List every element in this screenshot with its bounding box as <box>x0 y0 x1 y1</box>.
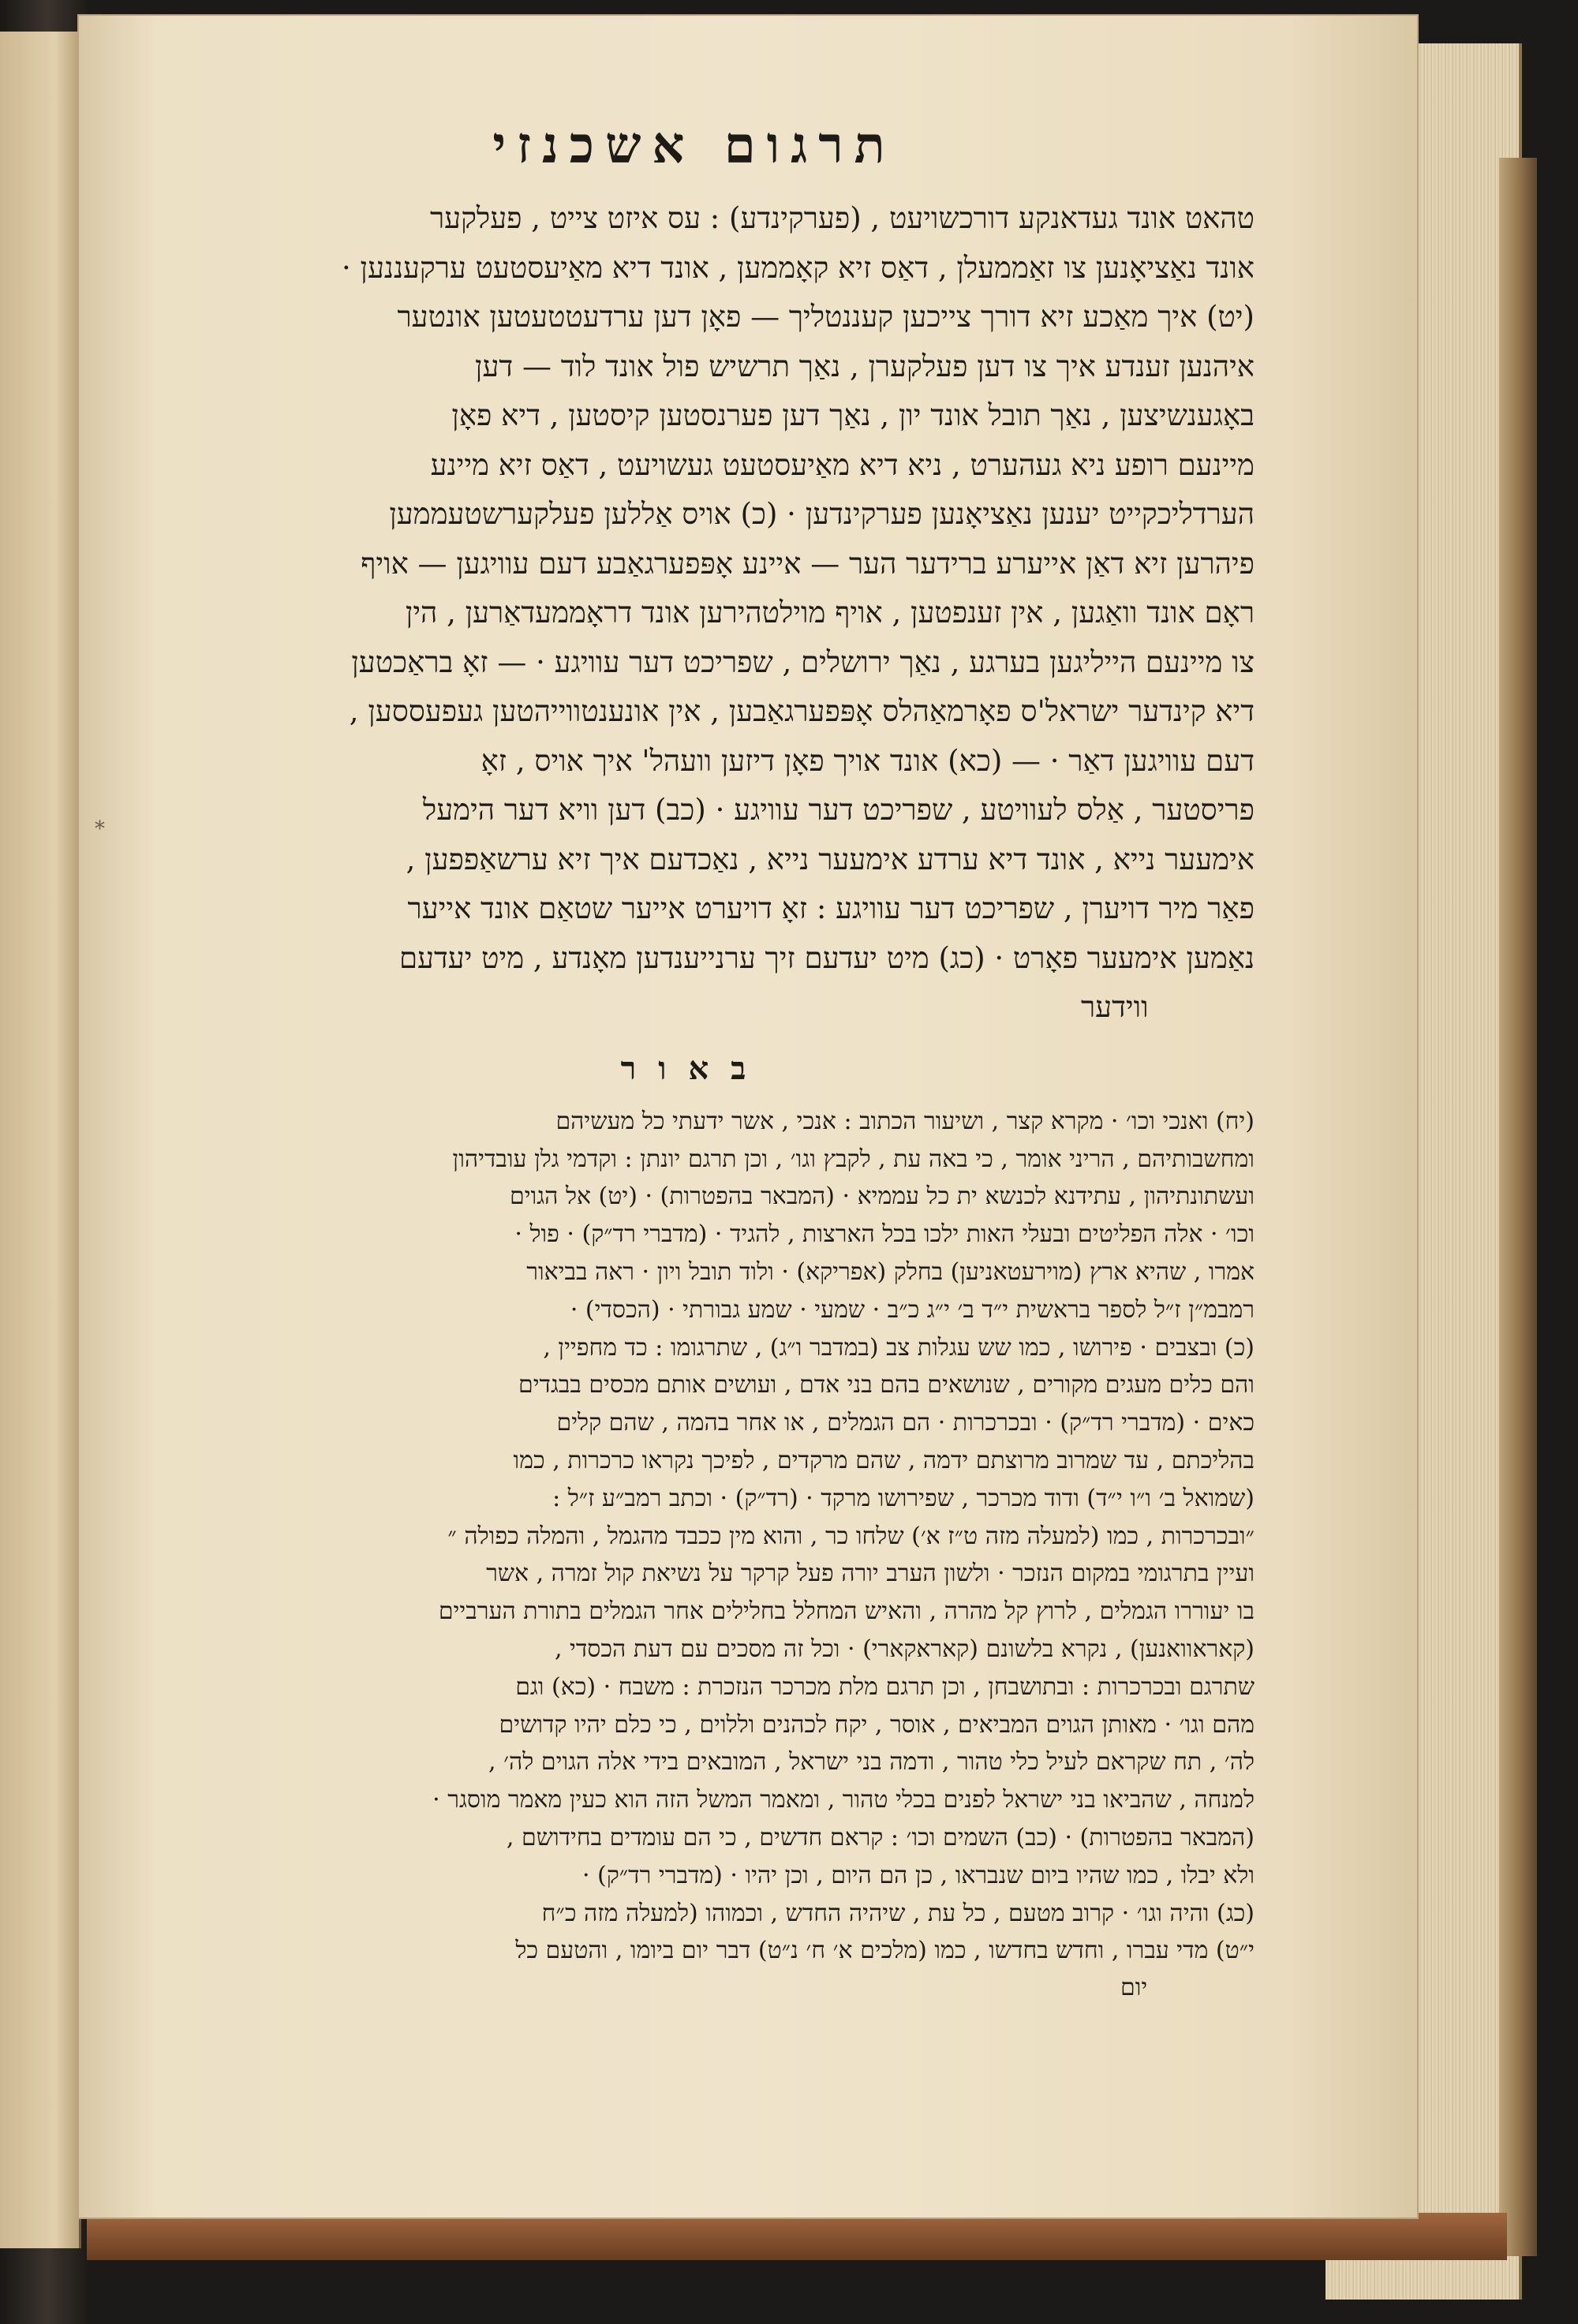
translation-line: טהאט אונד געדאנקע דורכשויעט , (פערקינדע) : עס איזט צייט , פעלקער <box>429 201 1255 236</box>
translation-line: נאַמען אימעער פאָרט · (כג) מיט יעדעם זיך ערנייענדען מאָנדע , מיט יעדעם <box>398 940 1255 975</box>
commentary-line: כאים · (מדברי רד״ק) · ובכרכרות · הם הגמלים , או אחר בהמה , שהם קלים <box>556 1409 1255 1437</box>
translation-line: ראָם אונד וואַגען , אין זענפטען , אויף מוילטהירען אונד דראָממעדאַרען , הין <box>405 596 1255 630</box>
commentary-line: י״ט) מדי עברו , וחדש בחדשו , כמו (מלכים א׳ ח׳ נ״ט) דבר יום ביומו , והטעם כל <box>515 1937 1255 1965</box>
translation-line: צו מיינעם הייליגען בערגע , נאַך ירושלים , שפריכט דער עוויגע · — זאָ בראַכטען <box>351 645 1255 679</box>
commentary-line: אמרו , שהיא ארץ (מוירעטאניען) בחלק (אפריקא) · ולוד תובל ויון · ראה בביאור <box>526 1258 1255 1287</box>
catchword-bottom: יום <box>1120 1974 1148 2002</box>
translation-line: פיהרען זיא דאַן אייערע ברידער הער — איינע אָפּפערגאַבע דעם עוויגען — אויף <box>361 546 1255 581</box>
commentary-line: (כ) ובצבים · פירושו , כמו שש עגלות צב (במדבר ו״ג) , שתרגומו : כד מחפיין , <box>543 1333 1255 1362</box>
commentary-line: (קאראוואנען) , נקרא בלשונם (קאראקארי) · וכל זה מסכים עם דעת הכסדי , <box>554 1635 1255 1664</box>
book-cover-bottom <box>87 2213 1507 2260</box>
left-page-edge <box>0 32 81 2248</box>
translation-block <box>134 194 1255 1033</box>
translation-line: (יט) איך מאַכע זיא דורך צייכען קעננטליך — פאָן דען ערדעטטעטען אונטער <box>397 300 1255 334</box>
commentary-line: ולא יבלו , כמו שהיו ביום שנבראו , כן הם היום , וכן יהיו · (מדברי רד״ק) · <box>581 1861 1255 1889</box>
translation-line: דיא קינדער ישראל'ס פאָרמאַהלס אָפּפערגאַבען , אין אונענטווייהטען געפעססען , <box>349 694 1255 729</box>
book-cover-edge <box>1499 158 1537 2256</box>
commentary-line: ועיין בתרגומי במקום הנזכר · ולשון הערב יורה פעל קרקר על נשיאת קול זמרה , אשר <box>486 1560 1255 1588</box>
translation-line: פאַר מיר דויערן , שפריכט דער עוויגע : זאָ דויערט אייער שטאַם אונד אייער <box>407 891 1255 926</box>
translation-line: הערדליכקייט יענען נאַציאָנען פערקינדען · (כ) אויס אַללען פעלקערשטעממען <box>389 497 1255 532</box>
commentary-line: (המבאר בהפטרות) · (כב) השמים וכו׳ : קראם חדשים , כי הם עומדים בחידושם , <box>506 1824 1255 1852</box>
translation-line: אונד נאַציאָנען צו זאַממעלן , דאַס זיא קאָממען , אונד דיא מאַיעסטעט ערקעננען · <box>342 250 1255 285</box>
commentary-line: ומחשבותיהם , הריני אומר , כי באה עת , לקבץ וגו׳ , וכן תרגם יונתן : וקדמי גלן עובדיהון <box>452 1145 1255 1173</box>
page-content <box>134 118 1255 2006</box>
commentary-line: מהם וגו׳ · מאותן הגוים המביאים , אוסר , יקח לכהנים וללוים , כי כלם יהיו קדושים <box>499 1710 1255 1739</box>
translation-line: פריסטער , אַלס לעוויטע , שפריכט דער עוויגע · (כב) דען וויא דער הימעל <box>422 793 1255 828</box>
commentary-line: לה׳ , תח שקראם לעיל כלי טהור , ודמה בני ישראל , המובאים בידי אלה הגוים לה׳ , <box>488 1748 1255 1777</box>
translation-line: באָגענשיצען , נאַך תובל אונד יון , נאַך דען פערנסטען קיסטען , דיא פאָן <box>451 398 1255 433</box>
commentary-line: והם כלים מעגים מקורים , שנושאים בהם בני אדם , ועושים אותם מכסים בבגדים <box>518 1371 1255 1399</box>
commentary-line: ועשתונתיהון , עתידנא לכנשא ית כל עממיא · (המבאר בהפטרות) · (יט) אל הגוים <box>510 1183 1255 1211</box>
commentary-line: רמבמ״ן ז״ל לספר בראשית י״ד ב׳ י״ג כ״ב · שמעי · שמע גבורתי · (הכסדי) · <box>570 1295 1255 1324</box>
commentary-line: בו יעוררו הגמלים , לרוץ קל מהרה , והאיש המחלל בחלילים אחר הגמלים בתורת הערביים <box>438 1597 1255 1626</box>
translation-line: מיינעם רופע ניא געהערט , ניא דיא מאַיעסטעט געשויעט , דאַס זיא מיינע <box>430 447 1255 482</box>
translation-line: איהנען זענדע איך צו דען פעלקערן , נאַך תרשיש פול אונד לוד — דען <box>475 349 1255 383</box>
commentary-title: באור <box>620 1049 768 1087</box>
commentary-line: (יח) ואנכי וכו׳ · מקרא קצר , ושיעור הכתוב : אנכי , אשר ידעתי כל מעשיהם <box>555 1107 1255 1135</box>
commentary-line: (כג) והיה וגו׳ · קרוב מטעם , כל עת , שיהיה החדש , וכמוהו (למעלה מזה כ״ח <box>541 1899 1255 1927</box>
margin-mark: * <box>95 817 105 841</box>
commentary-line: בהליכתם , עד שמרוב מרוצתם ידמה , שהם מרקדים , לפיכך נקראו כרכרות , כמו <box>513 1447 1255 1475</box>
translation-line: אימעער נייא , אונד דיא ערדע אימעער נייא , נאַכדעם איך זיא ערשאַפפען , <box>406 842 1255 876</box>
commentary-line: ״ובכרכרות , כמו (למעלה מזה ט״ז א׳) שלחו כר , והוא מין ככבד מהגמל , והמלה כפולה ״ <box>447 1522 1255 1550</box>
commentary-line: שתרגם ובכרכרות : ובתושבחן , וכן תרגם מלת מכרכר הנזכרת : משבח · (כא) וגם <box>515 1672 1255 1701</box>
commentary-line: (שמואל ב׳ ו״ו י״ד) ודוד מכרכר , שפירושו מרקד · (רד״ק) · וכתב רמב״ע ז״ל : <box>552 1484 1255 1512</box>
commentary-line: וכו׳ · אלה הפליטים ובעלי האות ילכו בכל הארצות , להגיד · (מדברי רד״ק) · פול · <box>514 1220 1255 1249</box>
translation-line: דעם עוויגען דאַר · — (כא) אונד אויך פאָן דיזען וועהל' איך אויס , זאָ <box>481 743 1255 778</box>
commentary-block <box>134 1103 1255 2006</box>
page-title: תרגום אשכנזי <box>492 116 896 175</box>
commentary-line: למנחה , שהביאו בני ישראל לפנים בכלי טהור , ומאמר המשל הזה הוא כעין מאמר מוסגר · <box>432 1786 1255 1814</box>
catchword-top: ווידער <box>1081 990 1149 1025</box>
